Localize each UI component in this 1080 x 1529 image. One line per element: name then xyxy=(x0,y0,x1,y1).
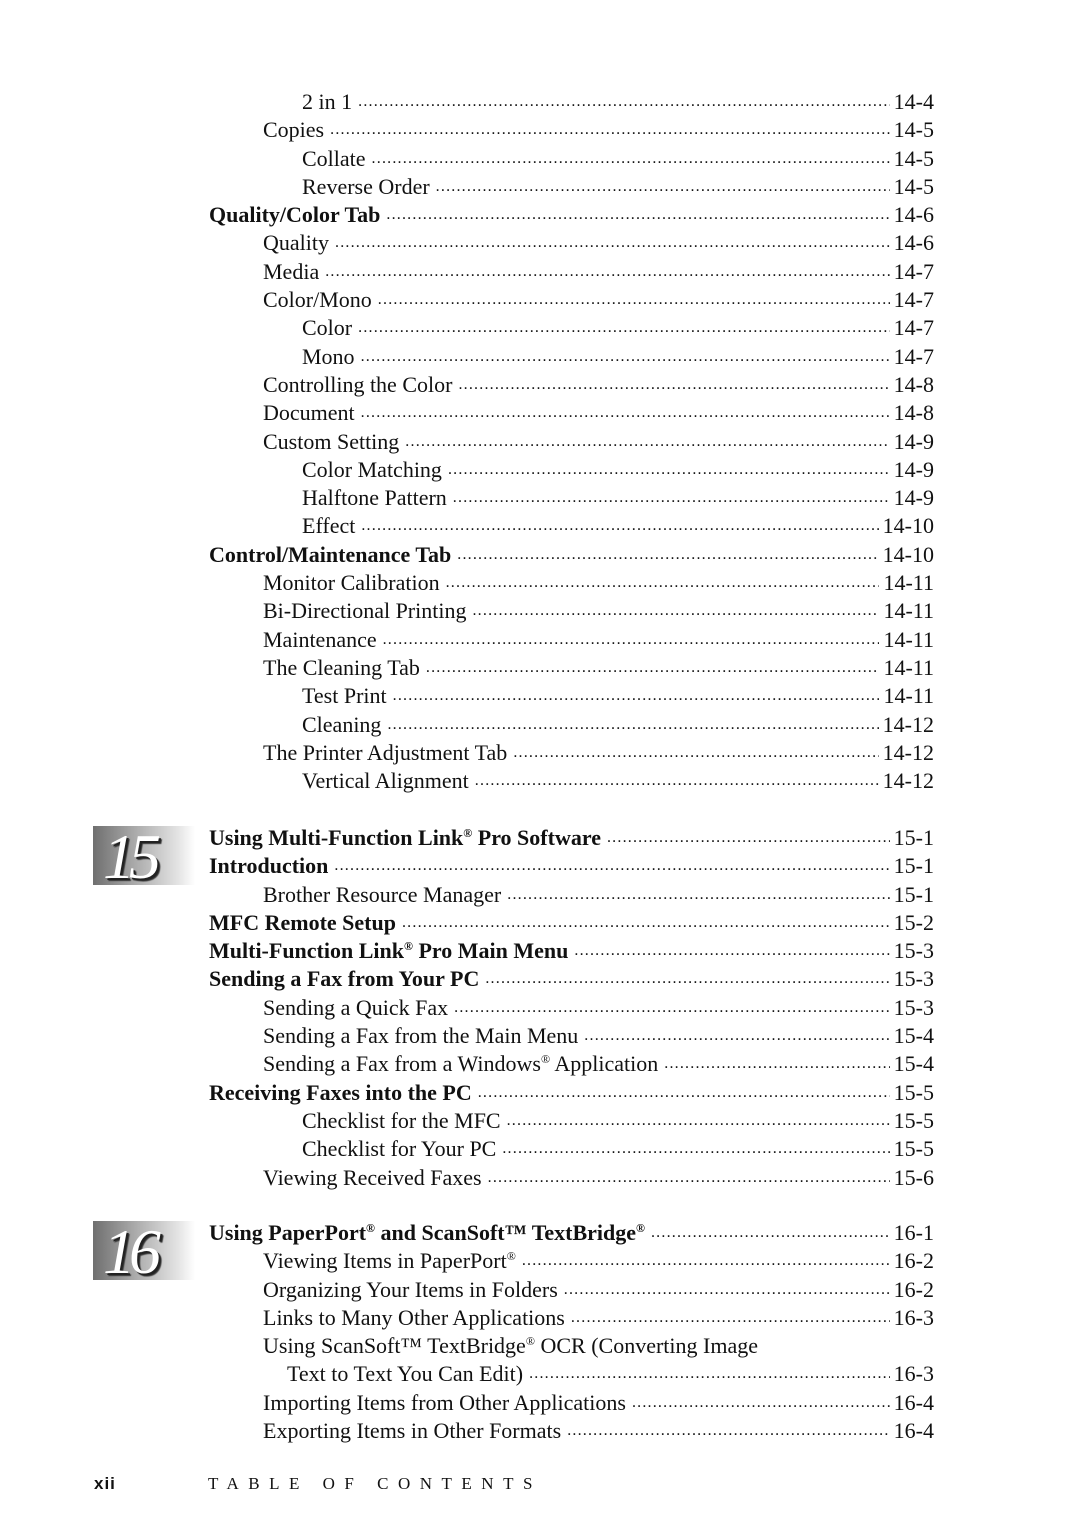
label-text: Bi-Directional Printing xyxy=(263,598,467,624)
toc-entry[interactable] xyxy=(209,116,934,144)
entry-label xyxy=(263,1332,764,1360)
dot-leader xyxy=(358,88,890,116)
page-number: 16-2 xyxy=(893,1276,934,1302)
toc-heading[interactable] xyxy=(209,852,934,880)
toc-heading[interactable] xyxy=(209,541,934,569)
toc-entry[interactable] xyxy=(209,682,934,710)
label-text: The Cleaning Tab xyxy=(263,654,420,680)
registered-mark: ® xyxy=(525,1334,535,1349)
toc-entry[interactable] xyxy=(209,1022,934,1050)
label-text: and ScanSoft™ TextBridge xyxy=(375,1220,636,1245)
registered-mark: ® xyxy=(540,1052,551,1067)
page-number: 14-5 xyxy=(893,145,934,171)
dot-leader xyxy=(485,965,889,993)
page-number: 14-6 xyxy=(893,202,934,228)
label-text: Checklist for the MFC xyxy=(302,1107,501,1133)
entry-label xyxy=(263,1247,522,1275)
label-text: Using Multi-Function Link xyxy=(209,825,464,850)
page-number: 14-7 xyxy=(893,287,934,313)
label-text: Monitor Calibration xyxy=(263,570,440,596)
label-text: Effect xyxy=(302,513,356,539)
dot-leader xyxy=(334,852,889,880)
toc-entry[interactable] xyxy=(209,881,934,909)
entry-label xyxy=(209,201,386,229)
entry-label xyxy=(209,965,485,993)
dot-leader xyxy=(507,1107,890,1135)
toc-entry[interactable] xyxy=(209,626,934,654)
label-text: Viewing Items in PaperPort xyxy=(263,1248,507,1274)
label-text: Sending a Fax from the Main Menu xyxy=(263,1023,579,1049)
entry-label xyxy=(302,145,372,173)
toc-entry[interactable] xyxy=(209,1389,934,1417)
dot-leader xyxy=(574,937,889,965)
entry-label xyxy=(302,314,358,342)
toc-heading[interactable] xyxy=(209,965,934,993)
page-number: 14-7 xyxy=(893,258,934,284)
entry-label xyxy=(302,1135,502,1163)
entry-label xyxy=(263,1050,664,1078)
entry-label xyxy=(209,937,574,965)
page-number: 14-10 xyxy=(882,541,934,567)
label-text: Mono xyxy=(302,343,355,369)
dot-leader xyxy=(448,456,890,484)
entry-label xyxy=(263,994,454,1022)
dot-leader xyxy=(529,1360,890,1388)
toc-entry[interactable] xyxy=(209,229,934,257)
entry-label xyxy=(263,654,426,682)
toc-section xyxy=(209,824,934,1192)
dot-leader xyxy=(383,626,880,654)
dot-leader xyxy=(632,1389,890,1417)
label-text: Document xyxy=(263,400,355,426)
entry-label xyxy=(302,682,393,710)
entry-label xyxy=(209,824,607,852)
toc-entry[interactable] xyxy=(209,569,934,597)
page-number: 14-11 xyxy=(883,626,934,652)
dot-leader xyxy=(386,201,889,229)
entry-label xyxy=(263,597,472,625)
entry-label xyxy=(302,767,475,795)
toc-entry[interactable] xyxy=(209,767,934,795)
toc-entry[interactable] xyxy=(209,512,934,540)
chapter-badge-16 xyxy=(93,1216,195,1287)
page-number: 14-5 xyxy=(893,117,934,143)
entry-label xyxy=(263,569,446,597)
page-number: 14-7 xyxy=(893,343,934,369)
dot-leader xyxy=(325,258,889,286)
entry-label xyxy=(263,116,330,144)
page-number: 14-12 xyxy=(882,768,934,794)
label-text: Vertical Alignment xyxy=(302,768,469,794)
page-number: 15-3 xyxy=(893,994,934,1020)
toc-entry[interactable] xyxy=(209,1164,934,1192)
chapter-number: 15 xyxy=(103,821,155,892)
dot-leader xyxy=(457,541,878,569)
registered-mark: ® xyxy=(506,1249,516,1264)
page-number: 14-10 xyxy=(882,513,934,539)
toc-entry[interactable] xyxy=(209,1247,934,1275)
entry-label xyxy=(302,88,358,116)
label-text: Text to Text You Can Edit) xyxy=(287,1361,524,1387)
toc-heading[interactable] xyxy=(209,201,934,229)
label-text: The Printer Adjustment Tab xyxy=(263,739,508,765)
label-text: Reverse Order xyxy=(302,173,430,199)
page-number: 14-11 xyxy=(883,683,934,709)
registered-mark: ® xyxy=(463,826,473,840)
label-text: Application xyxy=(550,1051,659,1077)
page-number: 14-9 xyxy=(893,428,934,454)
toc-entry[interactable] xyxy=(209,1304,934,1332)
toc-entry[interactable] xyxy=(209,711,934,739)
toc-entry[interactable] xyxy=(209,1135,934,1163)
entry-label xyxy=(209,541,457,569)
label-text: Color/Mono xyxy=(263,287,372,313)
page-number: 15-2 xyxy=(893,909,934,935)
label-text: MFC Remote Setup xyxy=(209,909,396,935)
toc-entry[interactable] xyxy=(209,314,934,342)
page-number: 14-8 xyxy=(893,400,934,426)
dot-leader xyxy=(446,569,880,597)
entry-label xyxy=(209,852,334,880)
toc-entry[interactable] xyxy=(209,428,934,456)
toc-entry[interactable] xyxy=(209,1276,934,1304)
dot-leader xyxy=(472,597,879,625)
label-text: Receiving Faxes into the PC xyxy=(209,1079,472,1105)
entry-label xyxy=(263,286,378,314)
dot-leader xyxy=(402,909,890,937)
entry-label xyxy=(263,1022,584,1050)
page-number: 16-4 xyxy=(893,1389,934,1415)
toc-entry[interactable] xyxy=(209,258,934,286)
label-text: Custom Setting xyxy=(263,428,400,454)
page-number: 14-7 xyxy=(893,315,934,341)
label-text: Checklist for Your PC xyxy=(302,1136,497,1162)
label-text: Pro Main Menu xyxy=(412,938,569,964)
toc-entry[interactable] xyxy=(209,994,934,1022)
entry-label xyxy=(302,512,361,540)
label-text: Sending a Fax from a Windows xyxy=(263,1051,541,1077)
dot-leader xyxy=(488,1164,890,1192)
entry-label xyxy=(263,428,405,456)
entry-label xyxy=(302,1107,507,1135)
toc-entry[interactable] xyxy=(209,145,934,173)
label-text: Brother Resource Manager xyxy=(263,881,502,907)
label-text: Introduction xyxy=(209,853,329,879)
chapter-badge-15 xyxy=(93,821,195,892)
label-text: Organizing Your Items in Folders xyxy=(263,1276,558,1302)
dot-leader xyxy=(522,1247,890,1275)
entry-label xyxy=(209,1219,651,1247)
dot-leader xyxy=(436,173,890,201)
toc-entry[interactable] xyxy=(209,597,934,625)
registered-mark: ® xyxy=(403,939,413,954)
page-number: 16-2 xyxy=(893,1248,934,1274)
label-text: Links to Many Other Applications xyxy=(263,1304,565,1330)
toc-heading[interactable] xyxy=(209,824,934,852)
toc-entry[interactable] xyxy=(209,484,934,512)
entry-label xyxy=(263,1304,571,1332)
page-number: 15-4 xyxy=(893,1051,934,1077)
entry-label xyxy=(263,229,335,257)
entry-label xyxy=(263,1276,564,1304)
dot-leader xyxy=(335,229,890,257)
dot-leader xyxy=(387,711,878,739)
label-text: Maintenance xyxy=(263,626,377,652)
entry-label xyxy=(263,371,458,399)
label-text: Importing Items from Other Applications xyxy=(263,1389,626,1415)
page-number: 16-3 xyxy=(893,1361,934,1387)
label-text: Quality/Color Tab xyxy=(209,202,381,228)
entry-label xyxy=(263,881,507,909)
dot-leader xyxy=(475,767,879,795)
footer-page-number: xii xyxy=(94,1474,116,1493)
dot-leader xyxy=(584,1022,889,1050)
dot-leader xyxy=(361,343,890,371)
label-text: Using PaperPort xyxy=(209,1220,367,1245)
dot-leader xyxy=(454,994,890,1022)
page-number: 15-6 xyxy=(893,1164,934,1190)
dot-leader xyxy=(358,314,890,342)
dot-leader xyxy=(564,1276,890,1304)
page-number: 14-11 xyxy=(883,654,934,680)
dot-leader xyxy=(405,428,889,456)
page-number: 14-5 xyxy=(893,173,934,199)
dot-leader xyxy=(330,116,890,144)
toc-entry[interactable] xyxy=(209,399,934,427)
entry-label xyxy=(302,711,387,739)
label-text: Collate xyxy=(302,145,366,171)
toc-heading[interactable] xyxy=(209,1079,934,1107)
page-number: 14-12 xyxy=(882,711,934,737)
page-number: 15-5 xyxy=(893,1136,934,1162)
label-text: Media xyxy=(263,258,320,284)
toc-heading[interactable] xyxy=(209,1219,934,1247)
page-number: 14-9 xyxy=(893,485,934,511)
toc-entry[interactable] xyxy=(209,286,934,314)
dot-leader xyxy=(426,654,880,682)
page-number: 15-5 xyxy=(893,1079,934,1105)
toc-entry[interactable] xyxy=(209,1360,934,1388)
dot-leader xyxy=(507,881,889,909)
page-number: 14-6 xyxy=(893,230,934,256)
toc-heading[interactable] xyxy=(209,909,934,937)
page-number: 16-3 xyxy=(893,1304,934,1330)
entry-label xyxy=(263,258,325,286)
label-text: OCR (Converting Image xyxy=(534,1333,758,1359)
label-text: Using ScanSoft™ TextBridge xyxy=(263,1333,526,1359)
label-text: Copies xyxy=(263,117,325,143)
label-text: Multi-Function Link xyxy=(209,938,404,964)
footer-title: TABLE OF CONTENTS xyxy=(208,1474,542,1493)
dot-leader xyxy=(361,512,878,540)
entry-label xyxy=(263,626,383,654)
entry-label xyxy=(302,456,448,484)
toc-entry[interactable] xyxy=(209,1107,934,1135)
toc-entry[interactable] xyxy=(209,371,934,399)
entry-label xyxy=(263,739,513,767)
toc-entry[interactable] xyxy=(209,173,934,201)
dot-leader xyxy=(502,1135,889,1163)
page-number: 15-3 xyxy=(893,966,934,992)
dot-leader xyxy=(453,484,890,512)
label-text: Sending a Quick Fax xyxy=(263,994,449,1020)
page-number: 15-4 xyxy=(893,1023,934,1049)
entry-label xyxy=(263,1389,632,1417)
label-text: Color xyxy=(302,315,353,341)
entry-label xyxy=(209,909,402,937)
label-text: Quality xyxy=(263,230,329,256)
entry-label xyxy=(287,1360,529,1388)
page-number: 15-1 xyxy=(893,853,934,879)
dot-leader xyxy=(567,1417,889,1445)
toc-entry[interactable] xyxy=(209,739,934,767)
toc-section xyxy=(209,1219,934,1445)
entry-label xyxy=(209,1079,478,1107)
dot-leader xyxy=(378,286,890,314)
page-number: 14-4 xyxy=(893,89,934,114)
page-number: 16-4 xyxy=(893,1418,934,1444)
dot-leader xyxy=(651,1219,890,1247)
label-text: 2 in 1 xyxy=(302,89,353,114)
toc-section xyxy=(209,88,934,795)
page-number: 15-3 xyxy=(893,938,934,964)
toc-entry[interactable] xyxy=(209,456,934,484)
entry-label xyxy=(302,484,453,512)
label-text: Controlling the Color xyxy=(263,371,453,397)
label-text: Color Matching xyxy=(302,456,442,482)
label-text: Exporting Items in Other Formats xyxy=(263,1418,562,1444)
dot-leader xyxy=(393,682,880,710)
toc-entry[interactable] xyxy=(209,654,934,682)
dot-leader xyxy=(513,739,878,767)
page-number: 14-12 xyxy=(882,739,934,765)
page-number: 15-5 xyxy=(893,1107,934,1133)
entry-label xyxy=(263,399,361,427)
page-number: 15-1 xyxy=(893,825,934,850)
dot-leader xyxy=(571,1304,890,1332)
label-text: Sending a Fax from Your PC xyxy=(209,966,480,992)
entry-label xyxy=(263,1164,488,1192)
toc-entry[interactable] xyxy=(209,88,934,116)
page-number: 14-9 xyxy=(893,456,934,482)
dot-leader xyxy=(664,1050,889,1078)
registered-mark: ® xyxy=(366,1221,375,1235)
page-number: 14-8 xyxy=(893,371,934,397)
registered-mark: ® xyxy=(636,1221,645,1235)
page-number: 15-1 xyxy=(893,881,934,907)
label-text: Pro Software xyxy=(472,825,601,850)
chapter-number: 16 xyxy=(103,1216,155,1287)
dot-leader xyxy=(478,1079,890,1107)
label-text: Halftone Pattern xyxy=(302,485,447,511)
toc-entry[interactable] xyxy=(209,343,934,371)
label-text: Cleaning xyxy=(302,711,382,737)
dot-leader xyxy=(607,824,890,852)
page-number: 14-11 xyxy=(883,598,934,624)
label-text: Viewing Received Faxes xyxy=(263,1164,482,1190)
dot-leader xyxy=(361,399,890,427)
toc-entry[interactable] xyxy=(209,1332,934,1360)
label-text: Control/Maintenance Tab xyxy=(209,541,452,567)
page-number: 14-11 xyxy=(883,570,934,596)
page-number: 16-1 xyxy=(893,1220,934,1245)
label-text: Test Print xyxy=(302,683,387,709)
entry-label xyxy=(302,343,361,371)
entry-label xyxy=(263,1417,567,1445)
entry-label xyxy=(302,173,436,201)
toc-entry[interactable] xyxy=(209,1050,934,1078)
toc-heading[interactable] xyxy=(209,937,934,965)
dot-leader xyxy=(372,145,890,173)
toc-entry[interactable] xyxy=(209,1417,934,1445)
dot-leader xyxy=(458,371,889,399)
